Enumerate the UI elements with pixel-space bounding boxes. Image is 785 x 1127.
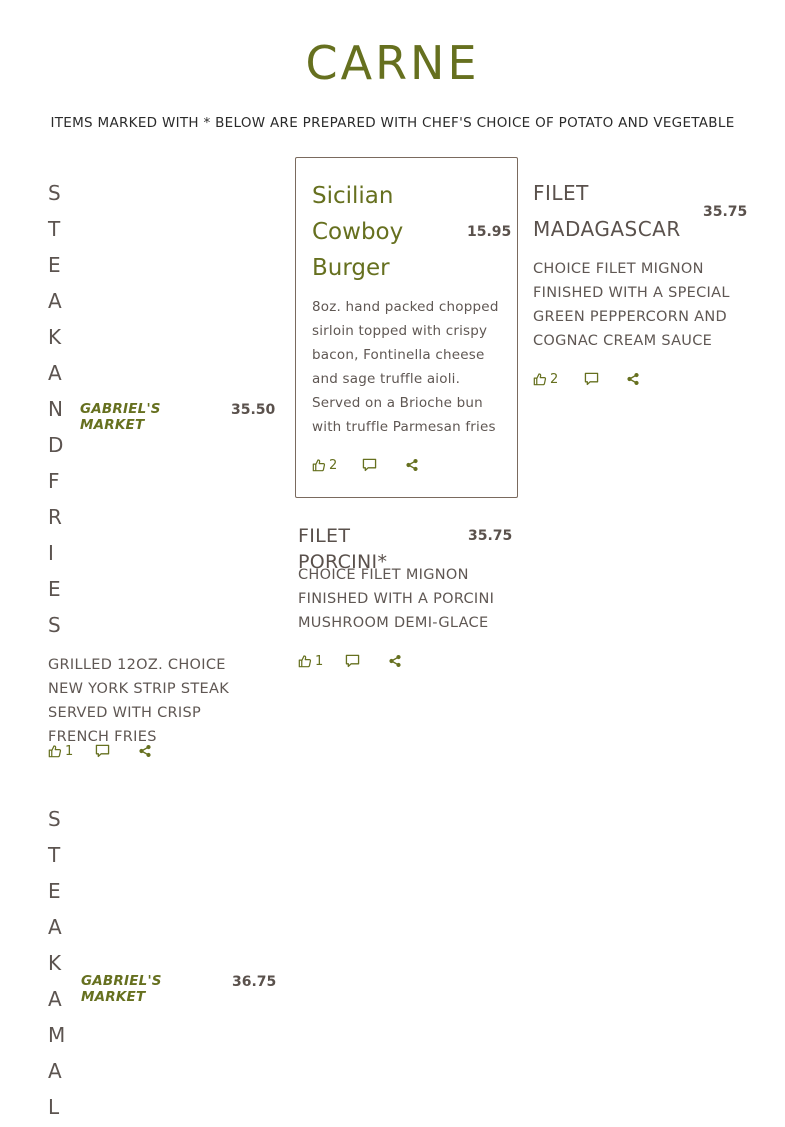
name-letter: E <box>48 577 61 601</box>
like-button[interactable] <box>533 369 558 389</box>
item-actions <box>298 651 418 671</box>
name-letter: A <box>48 987 62 1011</box>
like-button[interactable] <box>48 741 73 761</box>
item-name-line: Burger <box>312 255 390 281</box>
share-icon <box>626 372 640 386</box>
name-letter: T <box>48 217 61 241</box>
like-button[interactable] <box>312 455 337 475</box>
item-tag: GABRIEL'S MARKET <box>81 973 162 1005</box>
comment-icon <box>95 744 110 758</box>
name-letter: S <box>48 613 61 637</box>
comment-icon <box>362 458 377 472</box>
thumbs-up-icon <box>298 654 312 668</box>
item-price: 35.50 <box>231 402 276 418</box>
item-name-vertical <box>48 175 63 643</box>
name-letter: R <box>48 505 62 529</box>
item-price: 35.75 <box>703 204 748 220</box>
name-letter: A <box>48 915 62 939</box>
item-name <box>312 178 403 286</box>
item-description: CHOICE FILET MIGNON FINISHED WITH A PORCINI MUSHROOM DEMI-GLACE <box>298 567 495 631</box>
item-description: CHOICE FILET MIGNON FINISHED WITH A SPECIAL GREEN PEPPERCORN AND COGNAC CREAM SAUCE <box>533 261 730 349</box>
name-letter: I <box>48 541 54 565</box>
share-button[interactable] <box>388 651 402 671</box>
item-name-line: Sicilian <box>312 183 394 209</box>
item-name-line: FILET <box>533 181 589 205</box>
name-letter: K <box>48 951 62 975</box>
share-button[interactable] <box>138 741 152 761</box>
share-button[interactable] <box>405 455 419 475</box>
like-count: 2 <box>550 371 559 387</box>
comment-button[interactable] <box>345 651 360 671</box>
comment-icon <box>584 372 599 386</box>
menu-item-sicilian-cowboy-burger <box>295 157 518 498</box>
comment-button[interactable] <box>362 455 377 475</box>
item-actions <box>533 369 653 389</box>
comment-button[interactable] <box>95 741 110 761</box>
name-letter: K <box>48 325 62 349</box>
like-button[interactable] <box>298 651 323 671</box>
like-count: 1 <box>315 653 324 669</box>
name-letter: E <box>48 253 61 277</box>
name-letter: S <box>48 181 61 205</box>
item-actions <box>312 455 432 475</box>
item-price: 36.75 <box>232 974 277 990</box>
name-letter: A <box>48 289 62 313</box>
item-name <box>533 175 681 247</box>
item-name: FILET PORCINI* <box>298 525 388 573</box>
item-price: 15.95 <box>467 224 512 240</box>
page-title: CARNE <box>305 36 480 90</box>
share-icon <box>405 458 419 472</box>
comment-icon <box>345 654 360 668</box>
like-count: 2 <box>329 457 338 473</box>
item-description: 8oz. hand packed chopped sirloin topped with crispy bacon, Fontinella cheese and sage truffle aioli. Served on a Brioche bun with truffle Parmesan fries <box>312 299 499 435</box>
name-letter: T <box>48 843 61 867</box>
share-icon <box>388 654 402 668</box>
name-letter: L <box>48 1095 60 1119</box>
like-count: 1 <box>65 743 74 759</box>
name-letter: E <box>48 879 61 903</box>
item-actions <box>48 741 168 761</box>
share-icon <box>138 744 152 758</box>
thumbs-up-icon <box>48 744 62 758</box>
comment-button[interactable] <box>584 369 599 389</box>
item-tag: GABRIEL'S MARKET <box>80 401 161 433</box>
name-letter: D <box>48 433 64 457</box>
name-letter: M <box>48 1023 66 1047</box>
thumbs-up-icon <box>312 458 326 472</box>
item-name-vertical <box>48 801 65 1125</box>
name-letter: S <box>48 807 61 831</box>
item-name-line: Cowboy <box>312 219 404 245</box>
share-button[interactable] <box>626 369 640 389</box>
thumbs-up-icon <box>533 372 547 386</box>
item-description: GRILLED 12OZ. CHOICE NEW YORK STRIP STEAK SERVED WITH CRISP FRENCH FRIES <box>48 657 230 745</box>
item-price: 35.75 <box>468 528 513 544</box>
preparation-note: ITEMS MARKED WITH * BELOW ARE PREPARED WITH CHEF'S CHOICE OF POTATO AND VEGETABLE <box>50 115 735 131</box>
name-letter: N <box>48 397 63 421</box>
name-letter: A <box>48 361 62 385</box>
name-letter: F <box>48 469 60 493</box>
item-name-line: MADAGASCAR <box>533 217 681 241</box>
name-letter: A <box>48 1059 62 1083</box>
